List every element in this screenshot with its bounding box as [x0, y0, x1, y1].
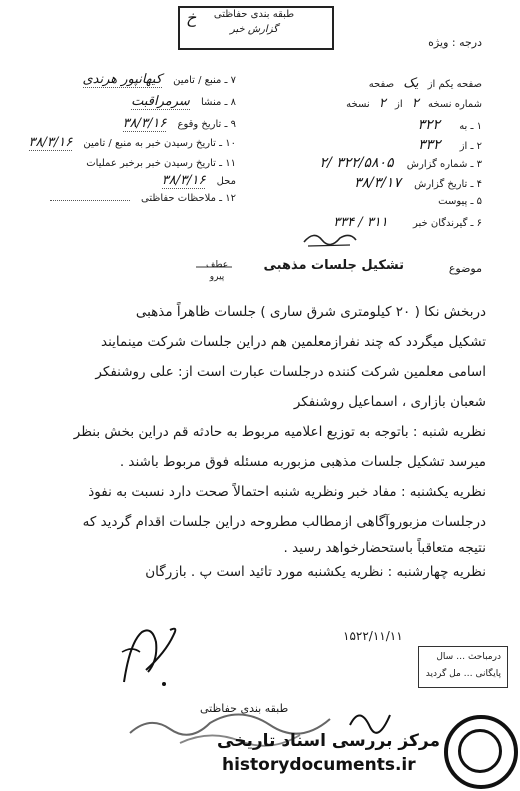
filing-stamp: [418, 646, 508, 688]
field-to: ۱ ـ به ۳۲۲: [417, 117, 482, 133]
stamp-hand-mark: خ: [186, 8, 197, 27]
filing-row-1: درمباحث … سال: [436, 652, 501, 662]
field-report-number: ۳ ـ شماره گزارش ۳۲۲/۵۸۰۵ /۲: [319, 155, 482, 171]
archive-logo-inner-icon: [458, 729, 502, 773]
field-security-notes: ۱۲ ـ ملاحظات حفاظتی: [50, 193, 236, 204]
filing-row-2: پایگانی … مل گردید: [425, 669, 501, 679]
field-ops-date: ۱۱ ـ تاریخ رسیدن خبر برخبر عملیات: [86, 158, 236, 169]
watermark-fa: مرکز بررسی اسناد تاریخی: [217, 731, 440, 751]
watermark-en: historydocuments.ir: [222, 755, 416, 775]
reference-label-peyrow: پیرو: [209, 272, 225, 282]
field-report-date: ۴ ـ تاریخ گزارش ۳۸/۳/۱۷: [353, 175, 482, 191]
field-receipt-date: ۱۰ ـ تاریخ رسیدن خبر به منبع / تامین ۳۸/۳/۱۶: [28, 135, 236, 150]
stamp-line-1: طبقه بندی حفاظتی: [213, 9, 295, 20]
stamp-line-2: گزارش خبر: [230, 24, 278, 35]
body-line-10: نظریه چهارشنبه : نظریه یکشنبه مورد تائید است پ . بازرگان: [145, 564, 486, 580]
field-source: ۷ ـ منبع / تامین کیهانپور هرندی: [82, 72, 236, 87]
topic-value: تشکیل جلسات مذهبی: [263, 258, 404, 273]
field-event-date: ۹ ـ تاریخ وقوع ۳۸/۳/۱۶: [122, 116, 236, 131]
reference-label-atf: عطف: [206, 260, 229, 270]
classification-level: درجه : ویژه: [428, 36, 482, 49]
body-line-9: نتیجه متعاقباً باستحضارخواهد رسید .: [283, 540, 486, 556]
field-copy-number: شماره نسخه ۲ از ۲ نسخه: [346, 96, 482, 111]
field-recipients: ۶ ـ گیرندگان خبر ۳۱۱ / ۳۳۴: [333, 215, 482, 230]
bottom-classification-note: طبقه بندی حفاظتی: [200, 702, 289, 715]
field-origin: ۸ ـ منشا سرمراقبت: [131, 94, 236, 109]
body-line-4: شعبان بازاری ، اسماعیل روشنفکر: [293, 394, 486, 410]
reference-labels: [206, 259, 228, 283]
topic-label: موضوع: [448, 262, 482, 275]
body-line-1: دربخش نکا ( ۲۰ کیلومتری شرق ساری ) جلسات ظاهراً مذهبی: [135, 304, 486, 320]
field-location: محل ۳۸/۳/۱۶: [161, 173, 236, 188]
handwritten-scribble: [300, 228, 360, 250]
body-line-6: میرسد تشکیل جلسات مذهبی مزبوربه مسئله فوق مربوط باشند .: [119, 454, 486, 470]
body-line-7: نظریه یکشنبه : مفاد خبر ونظریه شنبه احتمالاً صحت دارد نسبت به نفوذ: [88, 484, 486, 500]
field-attachment: ۵ ـ پیوست: [438, 196, 482, 207]
body-line-3: اسامی معلمین شرکت کننده درجلسات عبارت است از: علی روشنفکر: [95, 364, 486, 380]
date-stamp: ۱۵۲۲/۱۱/۱۱: [343, 629, 403, 643]
field-page: صفحه یکم از یک صفحه: [368, 76, 482, 91]
field-from: ۲ ـ از ۳۳۲: [417, 137, 482, 153]
body-line-5: نظریه شنبه : باتوجه به توزیع اعلامیه مربوط به حادثه قم دراین بخش بنظر: [73, 424, 486, 440]
body-line-2: تشکیل میگردد که چند نفرازمعلمین هم دراین جلسات شرکت مینمایند: [100, 334, 486, 350]
reference-divider: [196, 266, 232, 268]
body-line-8: درجلسات مزبوروآگاهی ازمطالب مطروحه دراین جلسات اقدام گردید که: [82, 514, 486, 530]
